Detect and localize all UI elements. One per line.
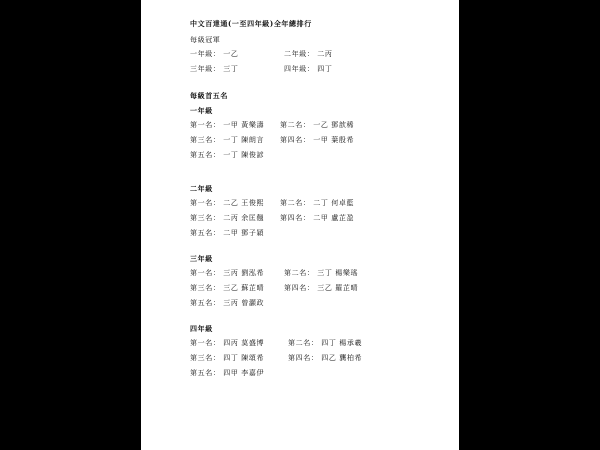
grade3-rank3: 第三名： 三乙 蘇芷晴 [190,284,265,292]
champion-grade2: 二年級： 二丙 [284,50,333,58]
grade1-rank4: 第四名： 一甲 葉殷希 [280,136,355,144]
champion-grade4: 四年級： 四丁 [284,65,333,73]
grade2-rank3: 第三名： 二丙 余匡翹 [190,214,265,222]
grade2-rank1: 第一名： 二乙 王俊熙 [190,199,265,207]
grade2-rank5: 第五名： 二甲 鄧子穎 [190,229,265,237]
champion-grade1: 一年級： 一乙 [190,50,239,58]
grade3-rank2: 第二名： 三丁 楊樂瑤 [284,269,359,277]
grade4-rank4: 第四名： 四乙 龔柏希 [288,354,363,362]
top-five-heading: 每級首五名 [190,91,228,100]
grade3-rank4: 第四名： 三乙 羅芷晴 [284,284,359,292]
grade1-rank5: 第五名： 一丁 陳俊諺 [190,151,265,159]
grade3-heading: 三年級 [190,254,213,263]
grade2-heading: 二年級 [190,184,213,193]
document-page [141,0,459,450]
grade1-rank2: 第二名： 一乙 鄧歆稀 [280,121,355,129]
champion-grade3: 三年級： 三丁 [190,65,239,73]
champion-heading: 每級冠軍 [190,36,221,44]
document-title: 中文百達通(一至四年級)全年總排行 [190,19,312,28]
grade3-rank5: 第五名： 三丙 曾灝政 [190,299,265,307]
grade1-rank1: 第一名： 一甲 黃樂濤 [190,121,265,129]
grade4-rank5: 第五名： 四甲 李嘉伊 [190,369,265,377]
grade2-rank4: 第四名： 二甲 盧芷盈 [280,214,355,222]
grade4-rank3: 第三名： 四丁 陳頌希 [190,354,265,362]
grade2-rank2: 第二名： 二丁 何卓藍 [280,199,355,207]
grade4-heading: 四年級 [190,324,213,333]
grade1-heading: 一年級 [190,106,213,115]
grade1-rank3: 第三名： 一丁 陳朗言 [190,136,265,144]
grade4-rank2: 第二名： 四丁 楊承羲 [288,339,363,347]
grade4-rank1: 第一名： 四丙 莫盛博 [190,339,265,347]
grade3-rank1: 第一名： 三丙 劉泓希 [190,269,265,277]
